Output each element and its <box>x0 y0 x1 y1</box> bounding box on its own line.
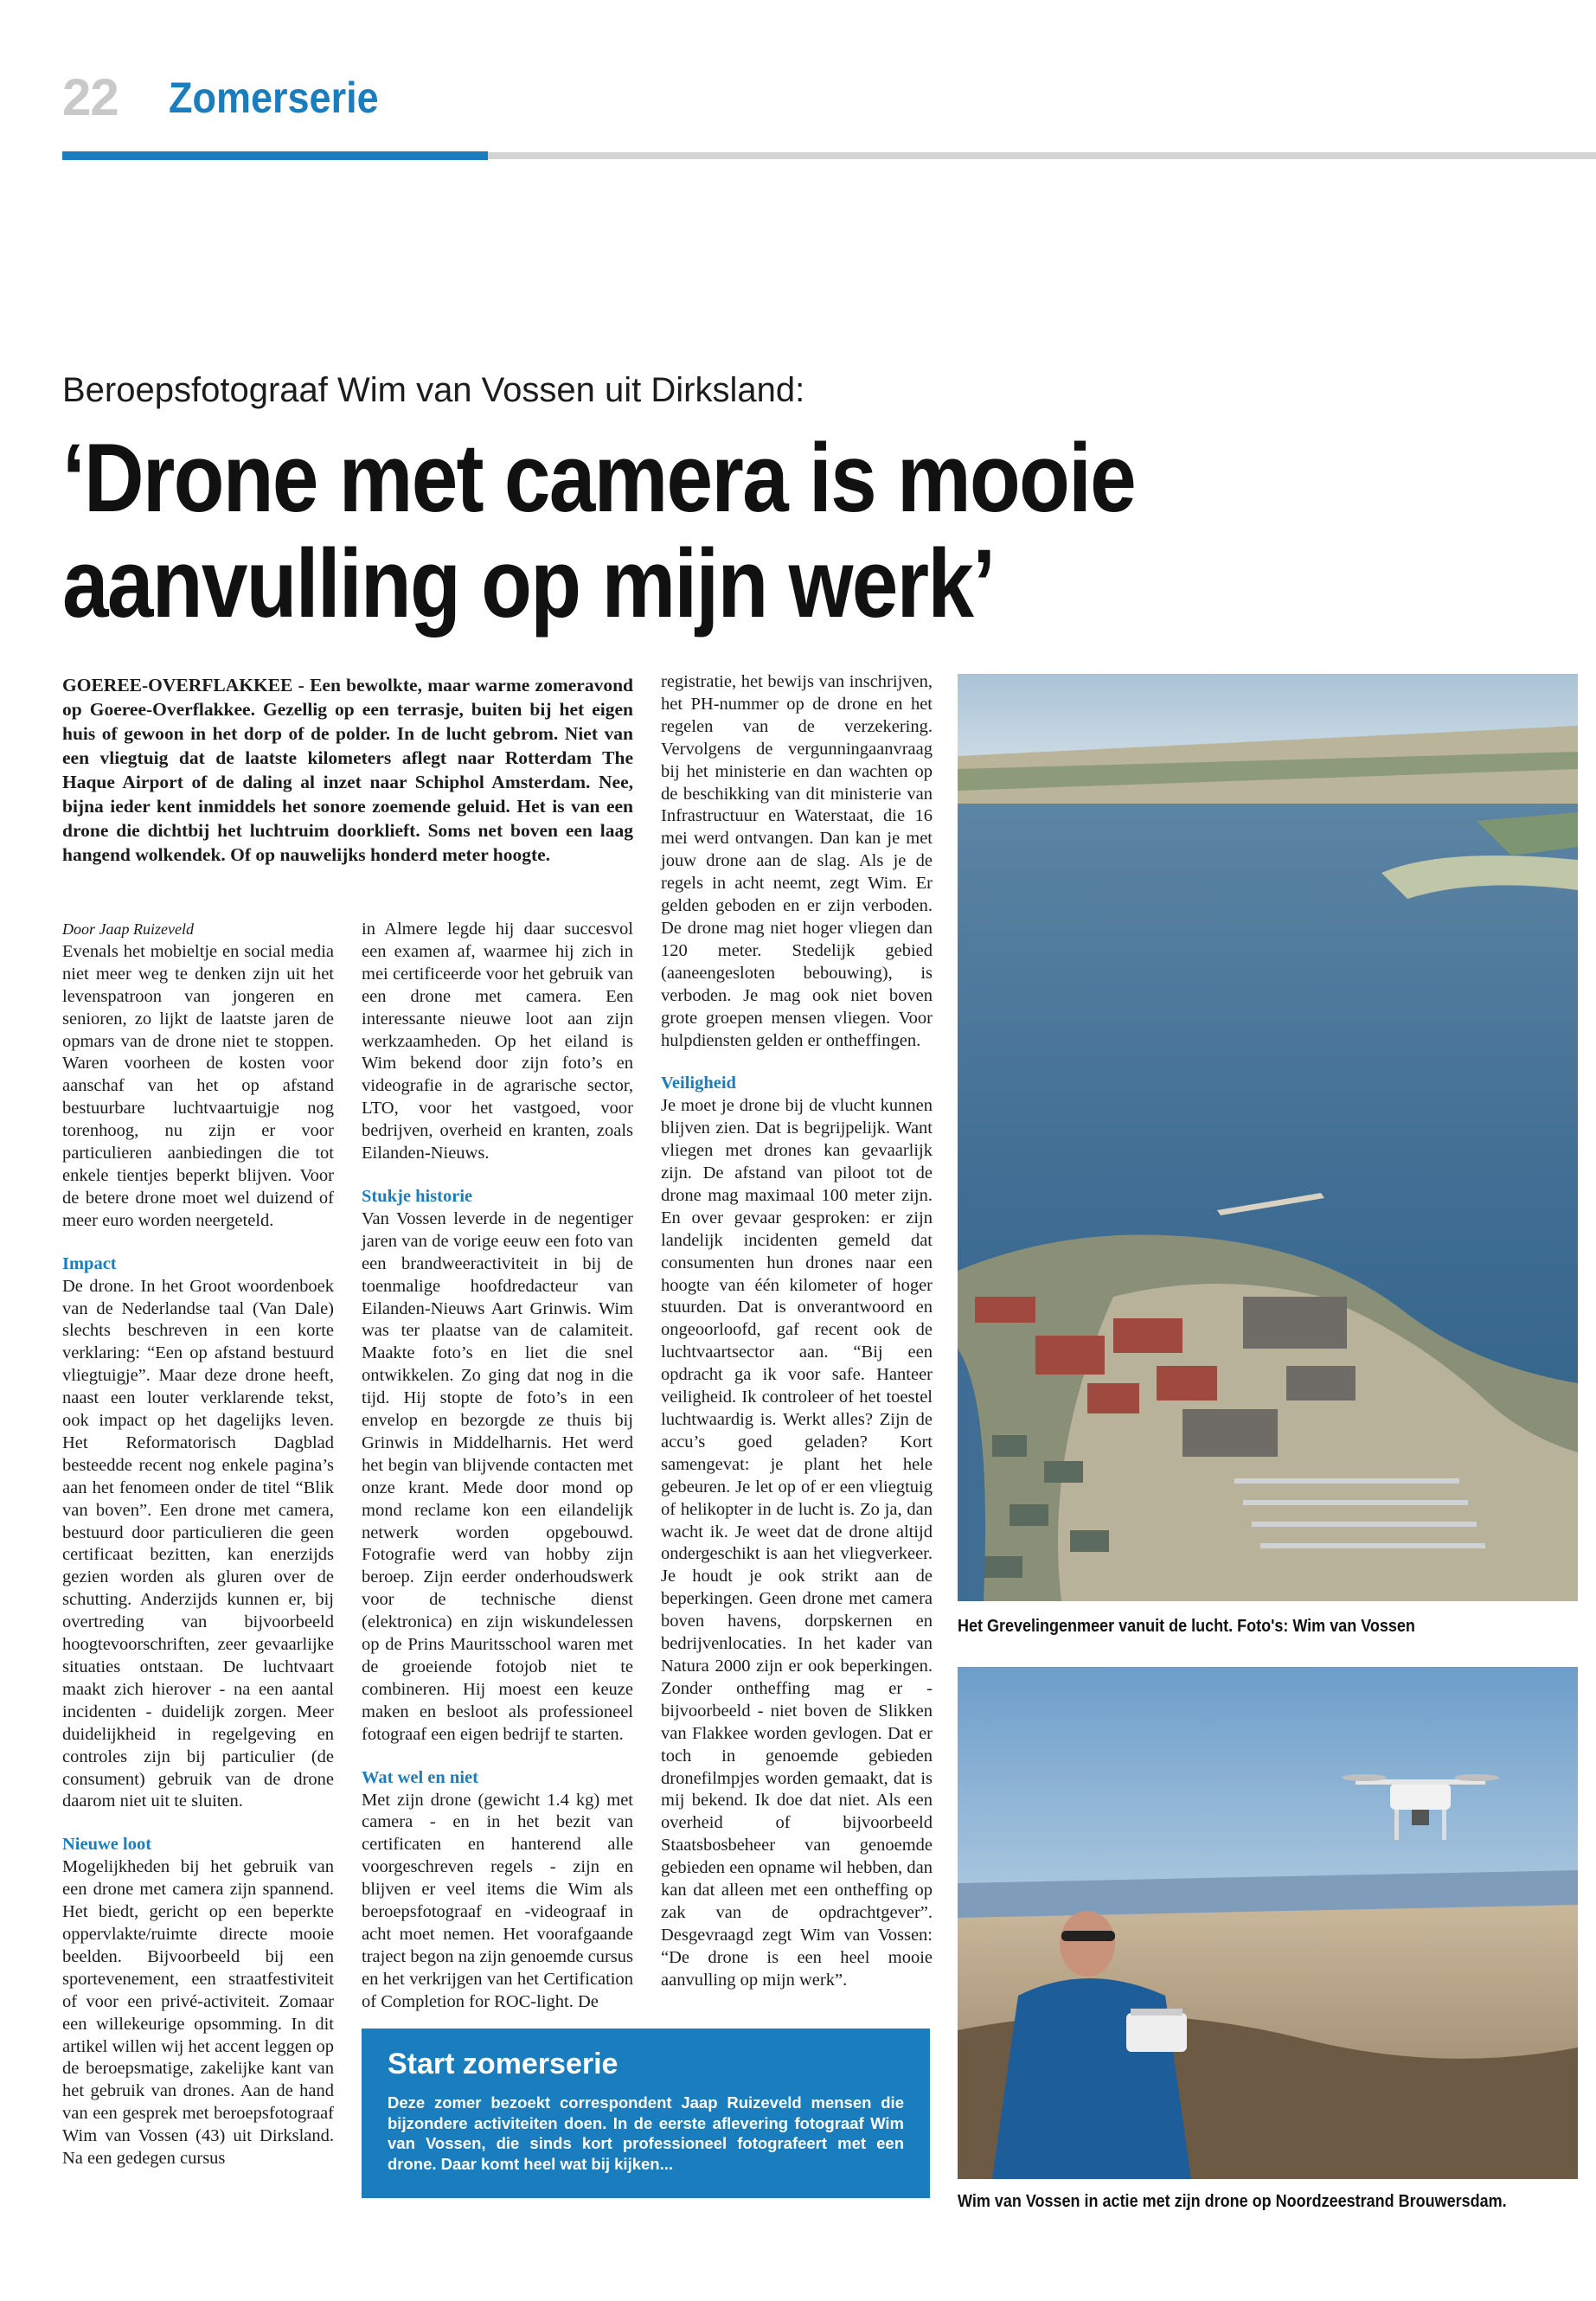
article-intro: GOEREE-OVERFLAKKEE - Een bewolkte, maar warme zomeravond op Goeree-Overflakkee. Gezellig op een terrasje, buiten bij het eigen huis of gewoon in het dorp of de polder. In de lucht gebrom. Niet van een vliegtuig dat de laatste kilometers aflegt naar Rotterdam The Haque Airport of de daling al inzet naar Schiphol Amsterdam. Nee, bijna ieder kent inmiddels het sonore zoemende geluid. Het is van een drone die dichtbij het luchtruim doorklieft. Soms net boven een laag hangend wolkendek. Of op nauwelijks honderd meter hoogte. <box>62 675 633 865</box>
byline: Door Jaap Ruizeveld <box>62 920 194 938</box>
photo-caption: Wim van Vossen in actie met zijn drone op Noordzeestrand Brouwersdam. <box>958 2192 1507 2211</box>
subheading: Stukje historie <box>362 1186 473 1206</box>
subheading: Impact <box>62 1253 117 1273</box>
paragraph: Van Vossen leverde in de negentiger jaren van de vorige eeuw een foto van een brandweeractiviteit in bij de toenmalige hoofdredacteur van Eilanden-Nieuws Aart Grinwis. Wim was ter plaatse van de calamiteit. Maakte foto’s en liet die snel ontwikkelen. Zo ging dat nog in die tijd. Hij stopte de foto’s in een envelop en bezorgde ze thuis bij Grinwis in Middelharnis. Het werd het begin van blijvende contacten met onze krant. Mede door mond op mond reclame kon een eilandelijk netwerk worden opgebouwd. Fotografie werd van hobby zijn beroep. Zijn eerder onderhoudswerk voor de technische dienst (elektronica) en zijn wiskundelessen op de Prins Mauritsschool waren met de groeiende fotojob niet te combineren. Hij moest een keuze maken en besloot als professioneel fotograaf een eigen bedrijf te starten. <box>362 1208 633 1744</box>
subheading: Nieuwe loot <box>62 1835 152 1855</box>
paragraph: Met zijn drone (gewicht 1.4 kg) met camera - en in het bezit van certificaten en hanterend alle voorgeschreven regels - zijn en blijven er veel items die Wim als beroepsfotograaf en -videograaf in acht moet nemen. Het voorafgaande traject begon na zijn genoemde cursus en het verkrijgen van het Certification of Completion for ROC-light. De <box>362 1790 633 2011</box>
paragraph: Mogelijkheden bij het gebruik van een drone met camera zijn spannend. Het biedt, gericht op een beperkte oppervlakte/ruimte directe mooie beelden. Bijvoorbeeld bij een sportevenement, een straatfestiviteit of voor een privé-activiteit. Zomaar een willekeurige opsomming. In dit artikel willen wij het accent leggen op de beroepsmatige, zakelijke kant van het gebruik van drones. Aan de hand van een gesprek met beroepsfotograaf Wim van Vossen (43) uit Dirksland. Na een gedegen cursus <box>62 1857 334 2169</box>
header-rule <box>488 152 1596 159</box>
headline-line-1: ‘Drone met camera is mooie <box>62 424 1136 532</box>
subheading: Veiligheid <box>661 1074 736 1093</box>
paragraph: registratie, het bewijs van inschrijven, het PH-nummer op de drone en het regelen van de verzekering. Vervolgens de vergunningaanvraag bij het ministerie en dan wachten op de beschikking van dit ministerie van Infrastructuur en Waterstaat, die 16 mei werd ontvangen. Dan kan je met jouw drone aan de slag. Als je de regels in acht neemt, zegt Wim. Er gelden geboden en er zijn verboden. De drone mag niet hoger vliegen dan 120 meter. Stedelijk gebied (aaneengesloten bebouwing), is verboden. Je mag ook niet boven grote groepen mensen vliegen. Voor hulpdiensten gelden er ontheffingen. <box>661 672 933 1050</box>
drone-beach-photo <box>958 1667 1578 2179</box>
info-box-title: Start zomerserie <box>388 2048 619 2080</box>
paragraph: De drone. In het Groot woordenboek van de Nederlandse taal (Van Dale) slechts beschreven in een korte verklaring: “Een op afstand bestuurd vliegtuigje”. Maar deze drone heeft, naast een louter verklarende tekst, ook impact op het dagelijks leven. Het Reformatorisch Dagblad besteedde recent nog enkele pagina’s aan het fenomeen onder de titel “Blik van boven”. Een drone met camera, bestuurd door particulieren die geen certificaat bezitten, kan enerzijds gezien worden als gluren over de schutting. Anderzijds kunnen er, bij overtreding van bijvoorbeeld hoogtevoorschriften, zeer gevaarlijke situaties ontstaan. De luchtvaart maakt zich hierover - na een aantal incidenten - duidelijk zorgen. Meer duidelijkheid in regelgeving en controles zijn bij particulier (de consument) gebruik van de drone daarom niet uit te sluiten. <box>62 1276 334 1811</box>
subheading: Wat wel en niet <box>362 1767 478 1787</box>
paragraph: Evenals het mobieltje en social media niet meer weg te denken zijn uit het levenspatroon van jongeren en senioren, zo lijkt de laatste jaren de opmars van de drone niet te stoppen. Waren voorheen de kosten voor aanschaf van het op afstand bestuurbare luchtvaartuigje nog torenhoog, nu zijn er voor particulieren aanbiedingen die tot enkele tientjes beperkt blijven. Voor de betere drone moet wel duizend of meer euro worden neergeteld. <box>62 941 334 1230</box>
article-kicker: Beroepsfotograaf Wim van Vossen uit Dirksland: <box>62 371 805 409</box>
headline-line-2: aanvulling op mijn werk’ <box>62 529 995 638</box>
article-column-2 <box>362 919 633 2014</box>
section-name: Zomerserie <box>169 74 379 122</box>
series-info-box <box>362 2029 930 2198</box>
photo-caption: Het Grevelingenmeer vanuit de lucht. Foto's: Wim van Vossen <box>958 1617 1415 1636</box>
info-box-body: Deze zomer bezoekt correspondent Jaap Ruizeveld mensen die bijzondere activiteiten doen. In de eerste aflevering fotograaf Wim van Vossen, die sinds kort professioneel fotografeert met een drone. Daar komt heel wat bij kijken... <box>388 2093 904 2173</box>
article-column-3 <box>661 671 933 1992</box>
page-number: 22 <box>62 68 119 126</box>
paragraph: Je moet je drone bij de vlucht kunnen blijven zien. Dat is begrijpelijk. Want vliegen met drones kan gevaarlijk zijn. De afstand van piloot tot de drone mag maximaal 100 meter zijn. En over gevaar gesproken: er zijn landelijk incidenten gemeld dat consumenten hun drones naar een hoogte van één kilometer of hoger stuurden. Dat is onverantwoord en ongeoorloofd, gaf recent ook de luchtvaartsector aan. “Bij een opdracht ga ik voor safe. Hanteer veiligheid. Ik controleer of het toestel luchtwaardig is. Werkt alles? Zijn de accu’s goed geladen? Kort samengevat: je plant het hele gebeuren. Je let op of er een vliegtuig of helikopter in de lucht is. Zo ja, dan wacht ik. Je weet dat de drone altijd ondergeschikt is aan het vliegverkeer. Je houdt je ook strikt aan de beperkingen. Geen drone met camera boven havens, dorpskernen en bedrijvenlocaties. In het kader van Natura 2000 zijn er ook beperkingen. Zonder ontheffing mag er - bijvoorbeeld - niet boven de Slikken van Flakkee worden gevlogen. Dat er toch in genoemde gebieden dronefilmpjes worden gemaakt, dat is mij bekend. Ik doe dat niet. Als een overheid of bijvoorbeeld Staatsbosbeheer van genoemde gebieden een opname wil hebben, dan kan dat alleen met een ontheffing op zak van de opdrachtgever”. Desgevraagd zegt Wim van Vossen: “De drone is een heel mooie aanvulling op mijn werk”. <box>661 1096 933 1990</box>
article-headline <box>62 426 1178 637</box>
article-column-1 <box>62 919 334 2170</box>
paragraph: in Almere legde hij daar succesvol een examen af, waarmee hij zich in mei certificeerde voor het gebruik van een drone met camera. Een interessante nieuwe loot aan zijn werkzaamheden. Op het eiland is Wim bekend door zijn foto’s en videografie in de agrarische sector, LTO, voor het vastgoed, voor bedrijven, overheid en kranten, zoals Eilanden-Nieuws. <box>362 920 633 1163</box>
aerial-lake-photo <box>958 674 1578 1601</box>
header-rule-accent <box>62 151 488 160</box>
